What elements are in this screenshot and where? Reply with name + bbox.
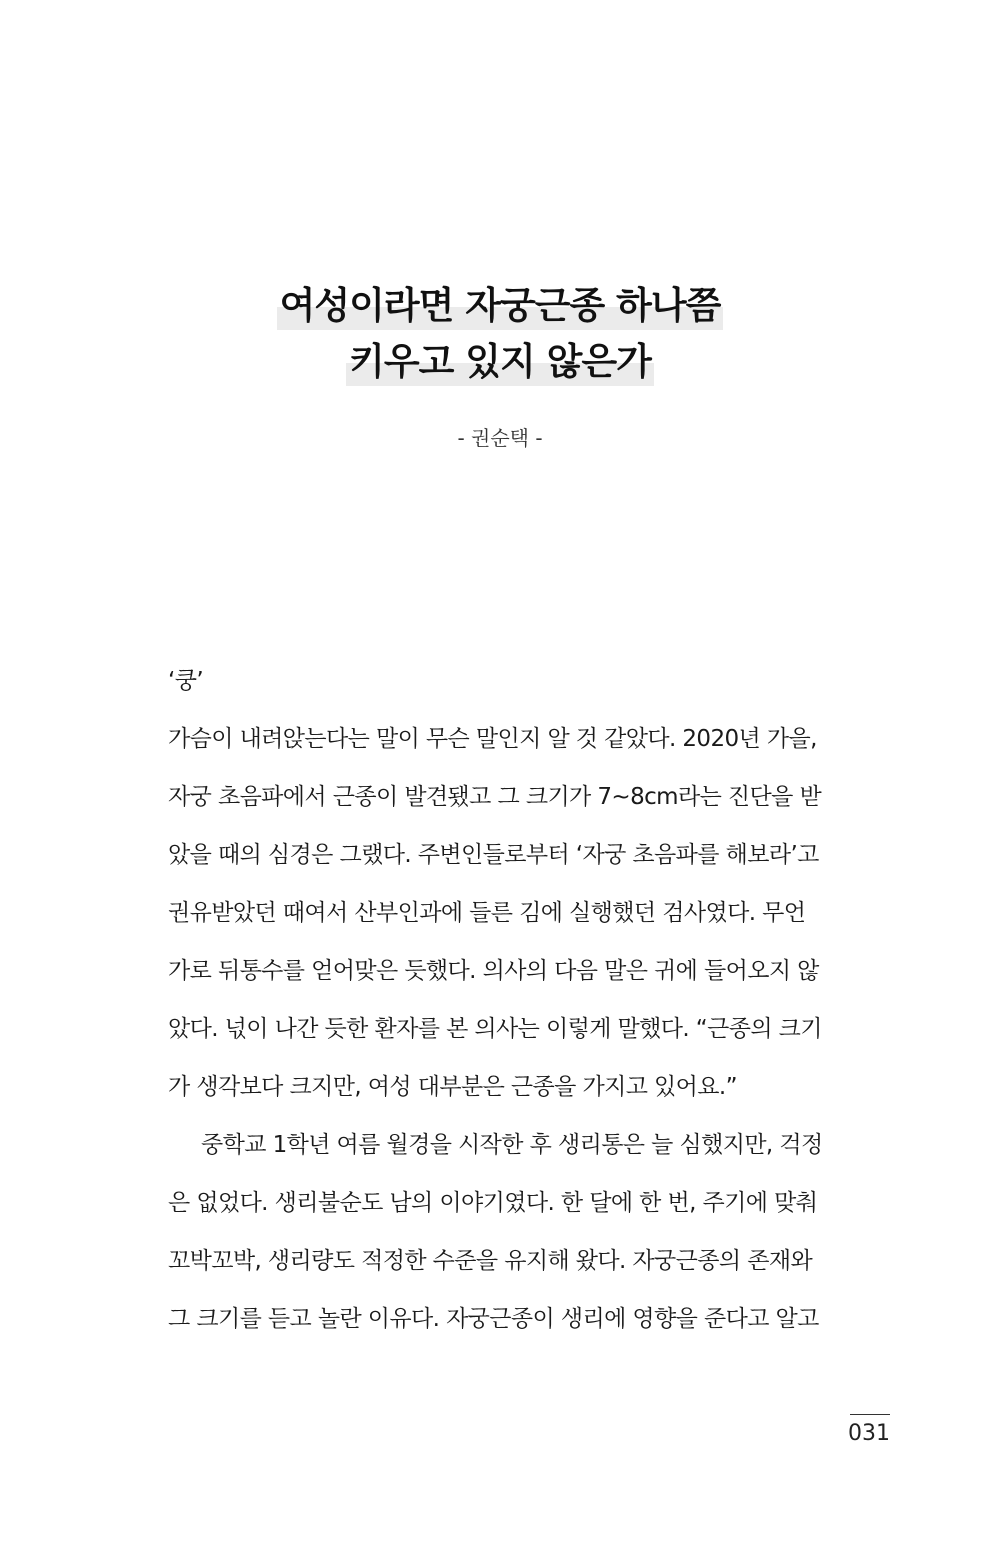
page-number: 031 [848, 1421, 890, 1446]
body-line: 권유받았던 때여서 산부인과에 들른 김에 실행했던 검사였다. 무언 [168, 900, 806, 926]
body-line: 자궁 초음파에서 근종이 발견됐고 그 크기가 7~8cm라는 진단을 받 [168, 784, 822, 810]
body-line: 중학교 1학년 여름 월경을 시작한 후 생리통은 늘 심했지만, 걱정 [201, 1132, 823, 1158]
author-name: - 권순택 - [457, 426, 543, 450]
body-line: 았을 때의 심경은 그랬다. 주변인들로부터 ‘자궁 초음파를 해보라’고 [168, 842, 819, 868]
body-line: 가로 뒤통수를 얻어맞은 듯했다. 의사의 다음 말은 귀에 들어오지 않 [168, 958, 819, 984]
page-number-rule [850, 1414, 890, 1415]
body-line: 그 크기를 듣고 놀란 이유다. 자궁근종이 생리에 영향을 준다고 알고 [168, 1306, 819, 1332]
body-line: ‘쿵’ [168, 668, 204, 694]
chapter-title [0, 282, 1000, 394]
body-line: 꼬박꼬박, 생리량도 적정한 수준을 유지해 왔다. 자궁근종의 존재와 [168, 1248, 813, 1274]
body-line: 가 생각보다 크지만, 여성 대부분은 근종을 가지고 있어요.” [168, 1074, 737, 1100]
body-line: 가슴이 내려앉는다는 말이 무슨 말인지 알 것 같았다. 2020년 가을, [168, 726, 817, 752]
body-text [168, 652, 890, 1348]
title-line-1: 여성이라면 자궁근종 하나쯤 [277, 282, 724, 330]
body-line: 았다. 넋이 나간 듯한 환자를 본 의사는 이렇게 말했다. “근종의 크기 [168, 1016, 822, 1042]
body-line: 은 없었다. 생리불순도 남의 이야기였다. 한 달에 한 번, 주기에 맞춰 [168, 1190, 818, 1216]
page-footer [848, 1414, 890, 1449]
title-line-2: 키우고 있지 않은가 [346, 338, 654, 386]
